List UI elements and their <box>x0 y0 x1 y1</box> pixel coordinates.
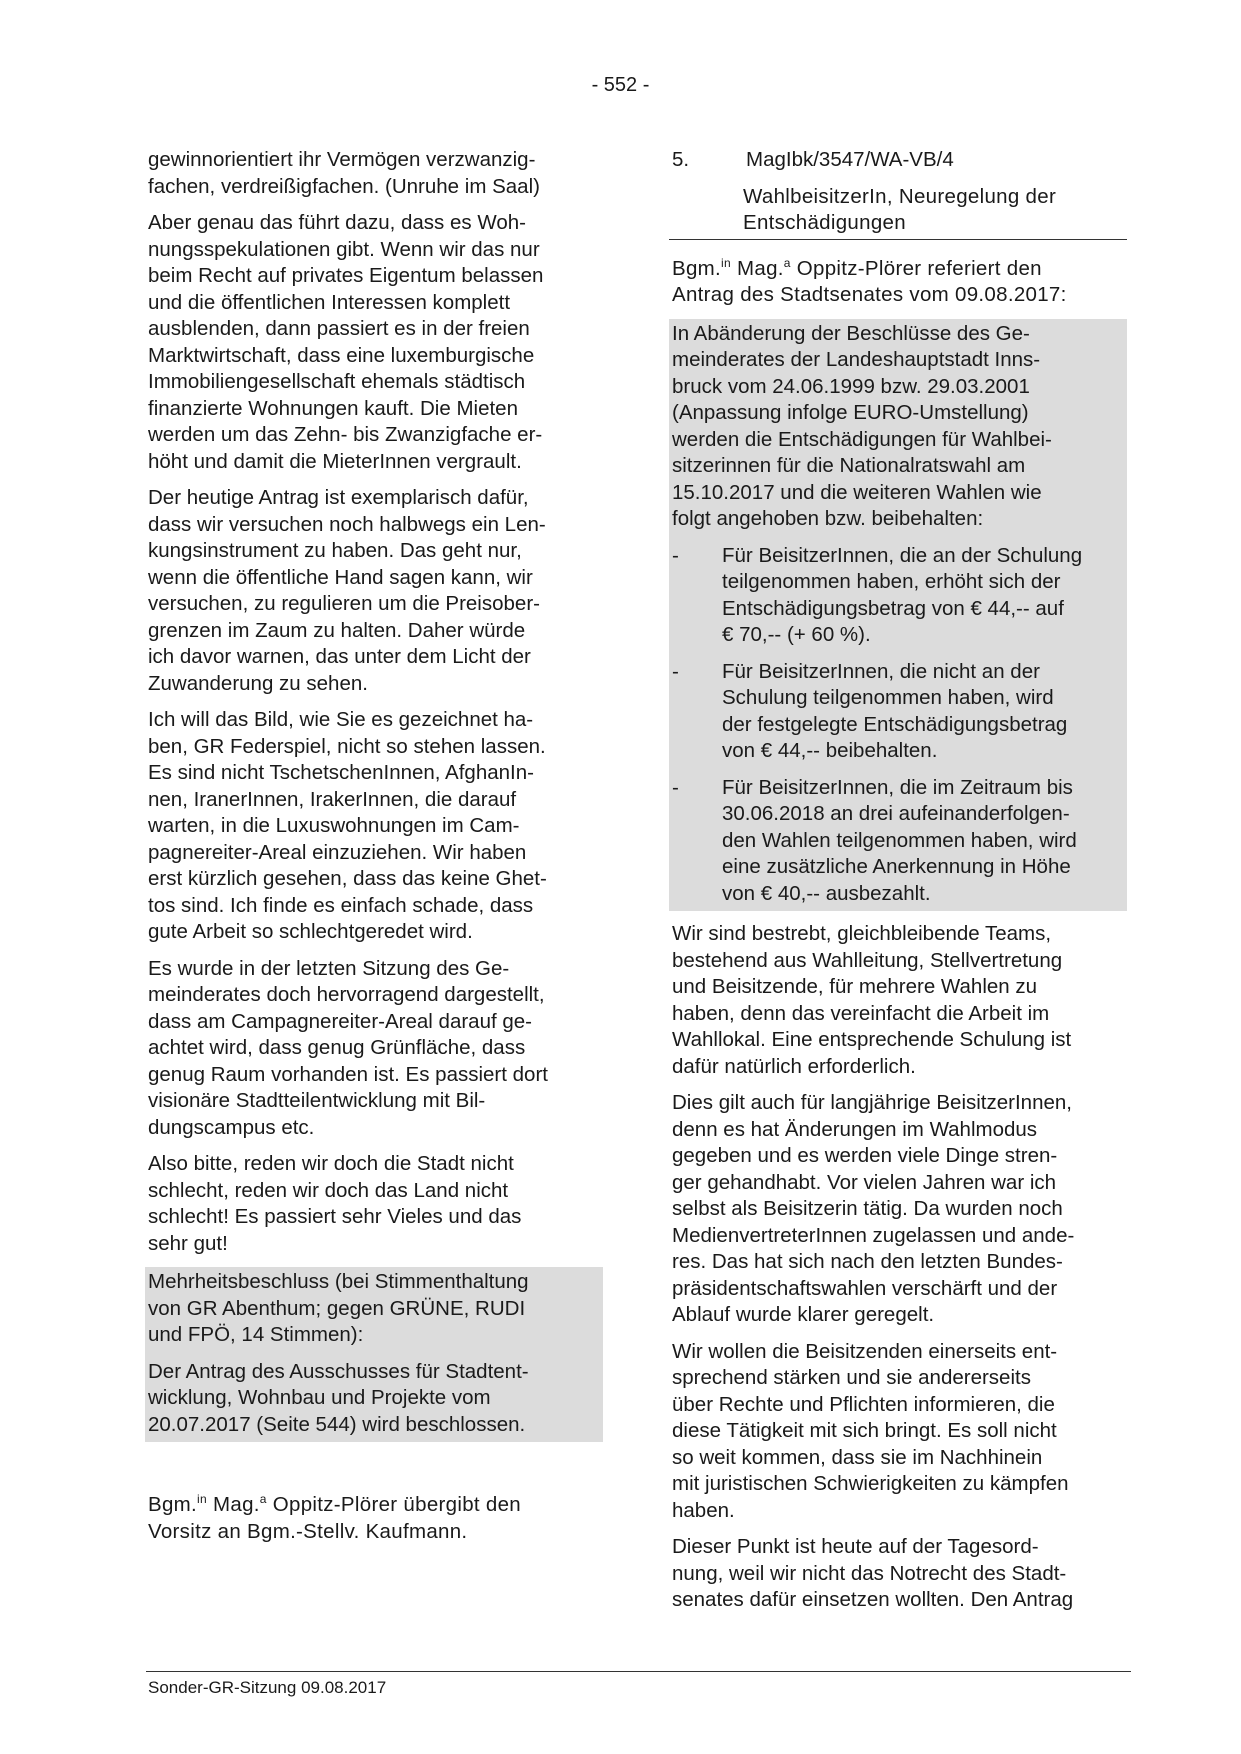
text-line: dass wir versuchen noch halbwegs ein Len- <box>148 512 546 536</box>
text-line: haben. <box>672 1498 735 1522</box>
right-column <box>672 147 1127 1624</box>
text-line: kungsinstrument zu haben. Das geht nur, <box>148 539 522 562</box>
dash-bullet: - <box>672 775 679 799</box>
agenda-code: MagIbk/3547/WA-VB/4 <box>746 148 954 171</box>
text-line: nen, IranerInnen, IrakerInnen, die darauf <box>148 787 517 811</box>
text-line: 20.07.2017 (Seite 544) wird beschlossen. <box>148 1412 526 1436</box>
text-line: den Wahlen teilgenommen haben, wird <box>722 828 1077 852</box>
text-line: und FPÖ, 14 Stimmen): <box>148 1323 364 1346</box>
text-line: wenn die öffentliche Hand sagen kann, wir <box>148 565 533 589</box>
text-line: beim Recht auf privates Eigentum belassen <box>148 264 544 287</box>
list-item-text <box>722 775 1077 908</box>
agenda-title-block <box>669 184 1127 240</box>
text-line: genug Raum vorhanden ist. Es passiert dort <box>148 1062 548 1086</box>
text-line: 30.06.2018 an drei aufeinanderfolgen- <box>722 802 1070 825</box>
text-line: Es wurde in der letzten Sitzung des Ge- <box>148 956 510 980</box>
text-line: Für BeisitzerInnen, die an der Schulung <box>722 543 1083 567</box>
agenda-item-header <box>672 147 1127 174</box>
text-line: nung, weil wir nicht das Notrecht des Stadt- <box>672 1561 1067 1585</box>
paragraph <box>148 707 598 946</box>
text-line: Es sind nicht TschetschenInnen, AfghanIn- <box>148 761 534 784</box>
text-line: über Rechte und Pflichten informieren, die <box>672 1392 1055 1416</box>
text-line: ich davor warnen, das unter dem Licht der <box>148 645 531 668</box>
list-item-text <box>722 659 1067 765</box>
text-line: Für BeisitzerInnen, die im Zeitraum bis <box>722 775 1073 799</box>
text-line: versuchen, zu regulieren um die Preisober- <box>148 592 540 615</box>
text-line: ben, GR Federspiel, nicht so stehen lassen. <box>148 734 546 758</box>
text-line: von € 40,-- ausbezahlt. <box>722 881 931 905</box>
dash-bullet: - <box>672 659 679 683</box>
text-line: In Abänderung der Beschlüsse des Ge- <box>672 321 1030 345</box>
text-line: Ich will das Bild, wie Sie es gezeichnet ha- <box>148 708 534 731</box>
text-line: ausblenden, dann passiert es in der freien <box>148 317 530 340</box>
text-line: höht und damit die MieterInnen vergrault. <box>148 449 522 473</box>
agenda-number: 5. <box>672 148 690 171</box>
text-line: und die öffentlichen Interessen komplett <box>148 290 511 314</box>
text-line: werden die Entschädigungen für Wahlbei- <box>672 427 1052 451</box>
text-line: nungsspekulationen gibt. Wenn wir das nur <box>148 237 540 261</box>
text-line: sehr gut! <box>148 1231 228 1255</box>
text-line: meinderates doch hervorragend dargestellt, <box>148 983 545 1006</box>
text-line: Marktwirtschaft, dass eine luxemburgische <box>148 343 535 367</box>
text-line: erst kürzlich gesehen, dass das keine Ghet- <box>148 867 547 890</box>
text-line: Für BeisitzerInnen, die nicht an der <box>722 659 1040 683</box>
list-item <box>672 775 1127 908</box>
text-line: denn es hat Änderungen im Wahlmodus <box>672 1117 1038 1141</box>
text-line: dungscampus etc. <box>148 1115 315 1139</box>
resolution-text <box>148 1269 603 1349</box>
text-line: Wahllokal. Eine entsprechende Schulung ist <box>672 1028 1072 1051</box>
text-line: Dies gilt auch für langjährige BeisitzerInnen, <box>672 1091 1072 1114</box>
text-line: Dieser Punkt ist heute auf der Tagesord- <box>672 1535 1039 1558</box>
motion-box <box>669 319 1127 912</box>
text-line: sitzerinnen für die Nationalratswahl am <box>672 454 1026 477</box>
list-item <box>672 543 1127 649</box>
text-line: diese Tätigkeit mit sich bringt. Es soll nicht <box>672 1419 1057 1442</box>
paragraph <box>672 1090 1127 1329</box>
text-line: Aber genau das führt dazu, dass es Woh- <box>148 211 526 234</box>
text-line: teilgenommen haben, erhöht sich der <box>722 570 1061 593</box>
paragraph <box>672 1339 1127 1525</box>
text-line: gegeben und es werden viele Dinge stren- <box>672 1144 1058 1167</box>
text-line: sprechend stärken und sie andererseits <box>672 1366 1031 1389</box>
text-line: meinderates der Landeshauptstadt Inns- <box>672 348 1041 371</box>
text-line: MedienvertreterInnen zugelassen und ande- <box>672 1223 1075 1247</box>
text-line: und Beisitzende, für mehrere Wahlen zu <box>672 975 1038 998</box>
text-line: eine zusätzliche Anerkennung in Höhe <box>722 855 1071 878</box>
text-line: achtet wird, dass genug Grünfläche, dass <box>148 1036 526 1059</box>
text-line: Immobiliengesellschaft ehemals städtisch <box>148 370 526 393</box>
dash-bullet: - <box>672 543 679 567</box>
text-line: Der heutige Antrag ist exemplarisch dafür, <box>148 486 529 509</box>
footer-divider <box>146 1671 1131 1672</box>
text-line: von GR Abenthum; gegen GRÜNE, RUDI <box>148 1296 526 1320</box>
text-line: Entschädigungsbetrag von € 44,-- auf <box>722 596 1064 620</box>
text-line: bruck vom 24.06.1999 bzw. 29.03.2001 <box>672 374 1030 398</box>
text-line: präsidentschaftswahlen verschärft und der <box>672 1276 1058 1300</box>
text-line: gute Arbeit so schlechtgeredet wird. <box>148 920 473 943</box>
text-line: grenzen im Zaum zu halten. Daher würde <box>148 618 526 642</box>
text-line: Mehrheitsbeschluss (bei Stimmenthaltung <box>148 1270 529 1293</box>
text-line: visionäre Stadtteilentwicklung mit Bil- <box>148 1089 486 1112</box>
text-line: Wir sind bestrebt, gleichbleibende Teams, <box>672 922 1052 945</box>
text-line: res. Das hat sich nach den letzten Bundes- <box>672 1250 1063 1273</box>
text-line: haben, denn das vereinfacht die Arbeit im <box>672 1001 1050 1025</box>
text-line: finanzierte Wohnungen kauft. Die Mieten <box>148 396 518 420</box>
list-item <box>672 659 1127 765</box>
text-line: der festgelegte Entschädigungsbetrag <box>722 712 1068 736</box>
motion-text <box>672 321 1127 533</box>
paragraph <box>672 921 1127 1080</box>
chair-handover: Bgm.$^{in}$ Mag.$^a$ Oppitz-Plörer übergibt den Vorsitz an Bgm.-Stellv. Kaufmann. <box>148 1492 521 1543</box>
text-line: pagnereiter-Areal einzuziehen. Wir haben <box>148 840 527 864</box>
text-line: senates dafür einsetzen wollten. Den Antrag <box>672 1588 1074 1611</box>
paragraph <box>148 1151 598 1257</box>
text-line: WahlbeisitzerIn, Neuregelung der <box>743 184 1057 208</box>
text-line: Ablauf wurde klarer geregelt. <box>672 1303 935 1326</box>
text-line: fachen, verdreißigfachen. (Unruhe im Saal) <box>148 174 540 198</box>
paragraph <box>672 1534 1127 1614</box>
paragraph <box>148 147 598 200</box>
text-line: Der Antrag des Ausschusses für Stadtent- <box>148 1359 529 1383</box>
text-line: von € 44,-- beibehalten. <box>722 739 938 762</box>
agenda-title <box>743 184 1127 237</box>
decision-text <box>148 1359 603 1439</box>
text-line: Zuwanderung zu sehen. <box>148 671 368 695</box>
text-line: schlecht, reden wir doch das Land nicht <box>148 1178 509 1202</box>
paragraph <box>148 210 598 475</box>
text-line: gewinnorientiert ihr Vermögen verzwanzig- <box>148 148 536 171</box>
text-line: so weit kommen, dass sie im Nachhinein <box>672 1445 1043 1469</box>
text-line: Also bitte, reden wir doch die Stadt nicht <box>148 1152 514 1175</box>
page-number: - 552 - <box>591 74 650 96</box>
list-item-text <box>722 543 1082 649</box>
text-line: werden um das Zehn- bis Zwanzigfache er- <box>148 423 543 446</box>
text-line: folgt angehoben bzw. beibehalten: <box>672 507 984 530</box>
text-line: € 70,-- (+ 60 %). <box>722 623 871 646</box>
intro-line: Bgm.$^{in}$ Mag.$^a$ Oppitz-Plörer referiert den Antrag des Stadtsenates vom 09.08.2017: <box>672 255 1067 306</box>
text-line: Wir wollen die Beisitzenden einerseits ent- <box>672 1339 1058 1363</box>
text-line: bestehend aus Wahlleitung, Stellvertretung <box>672 948 1063 972</box>
text-line: wicklung, Wohnbau und Projekte vom <box>148 1386 491 1409</box>
text-line: schlecht! Es passiert sehr Vieles und das <box>148 1205 522 1228</box>
text-line: dafür natürlich erforderlich. <box>672 1054 916 1078</box>
paragraph <box>148 485 598 697</box>
text-line: (Anpassung infolge EURO-Umstellung) <box>672 401 1029 424</box>
resolution-box <box>145 1267 603 1442</box>
text-line: dass am Campagnereiter-Areal darauf ge- <box>148 1009 532 1033</box>
text-line: Schulung teilgenommen haben, wird <box>722 686 1054 709</box>
text-line: tos sind. Ich finde es einfach schade, dass <box>148 893 534 917</box>
left-column <box>148 147 598 1555</box>
text-line: warten, in die Luxuswohnungen im Cam- <box>148 814 520 837</box>
text-line: mit juristischen Schwierigkeiten zu kämpfen <box>672 1472 1069 1495</box>
text-line: selbst als Beisitzerin tätig. Da wurden noch <box>672 1197 1063 1220</box>
footer-text: Sonder-GR-Sitzung 09.08.2017 <box>148 1678 387 1697</box>
text-line: ger gehandhabt. Vor vielen Jahren war ich <box>672 1170 1057 1194</box>
text-line: Entschädigungen <box>743 211 906 234</box>
text-line: 15.10.2017 und die weiteren Wahlen wie <box>672 480 1042 504</box>
paragraph <box>148 956 598 1142</box>
